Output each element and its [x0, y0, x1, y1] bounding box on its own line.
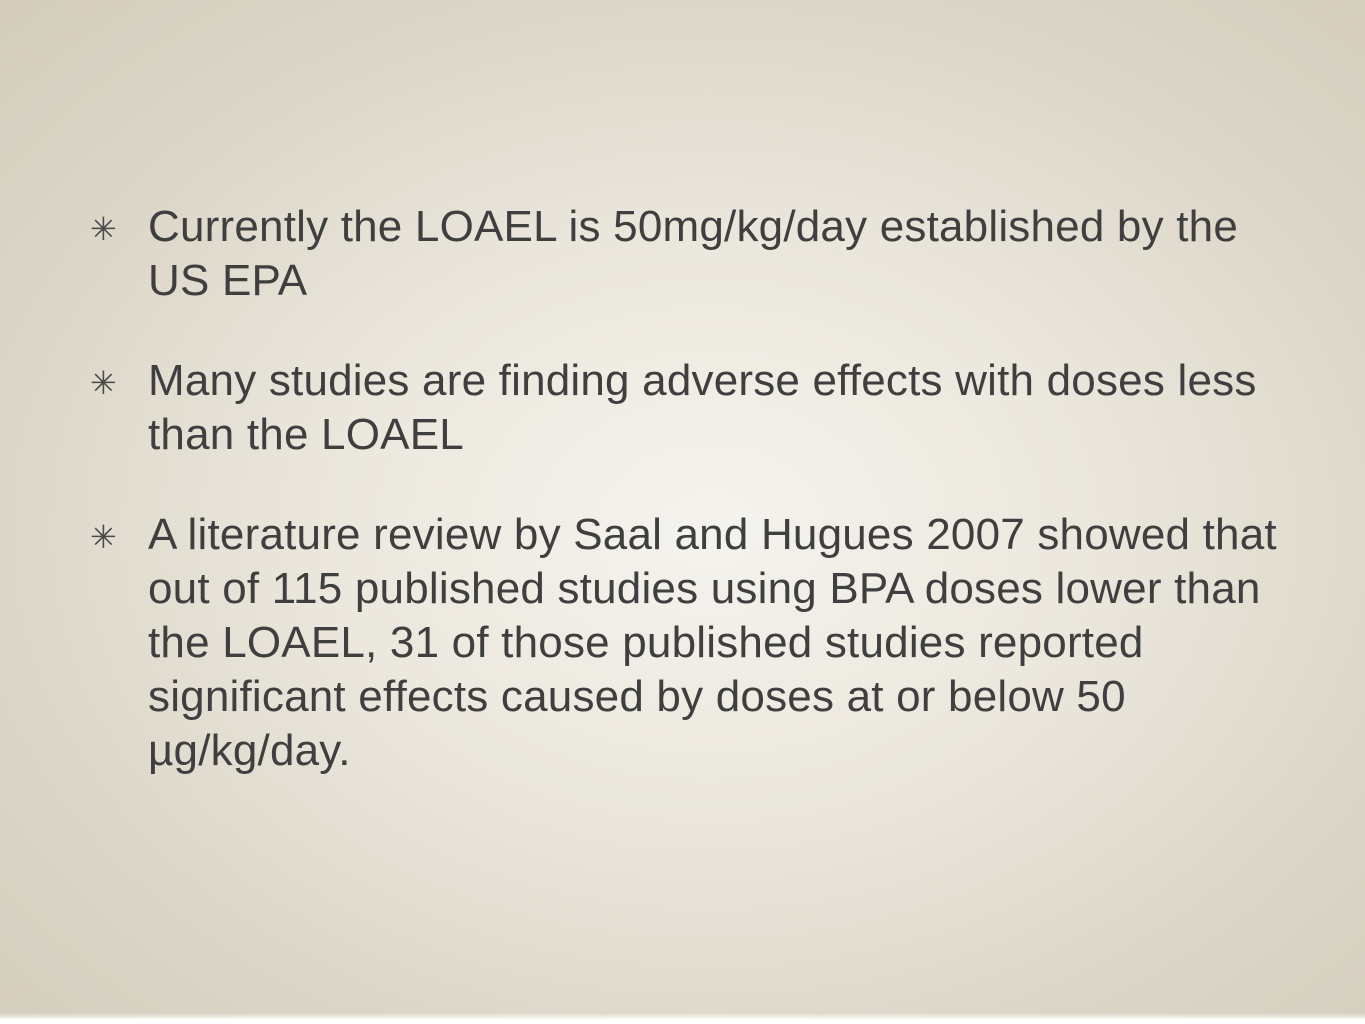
bullet-item — [90, 508, 1300, 778]
asterisk-bullet-icon: ✳ — [90, 518, 117, 556]
bullet-text: Many studies are finding adverse effects with doses less than the LOAEL — [148, 356, 1257, 459]
asterisk-bullet-icon: ✳ — [90, 210, 117, 248]
bullet-item — [90, 200, 1300, 308]
bullet-item — [90, 354, 1300, 462]
bullet-text: Currently the LOAEL is 50mg/kg/day established by the US EPA — [148, 202, 1238, 305]
bullet-text: A literature review by Saal and Hugues 2007 showed that out of 115 published studies using BPA doses lower than the LOAEL, 31 of those published studies reported significant effects caused by doses at or below 50 µg/kg/day. — [148, 510, 1277, 775]
bullet-list — [90, 200, 1300, 824]
asterisk-bullet-icon: ✳ — [90, 364, 117, 402]
